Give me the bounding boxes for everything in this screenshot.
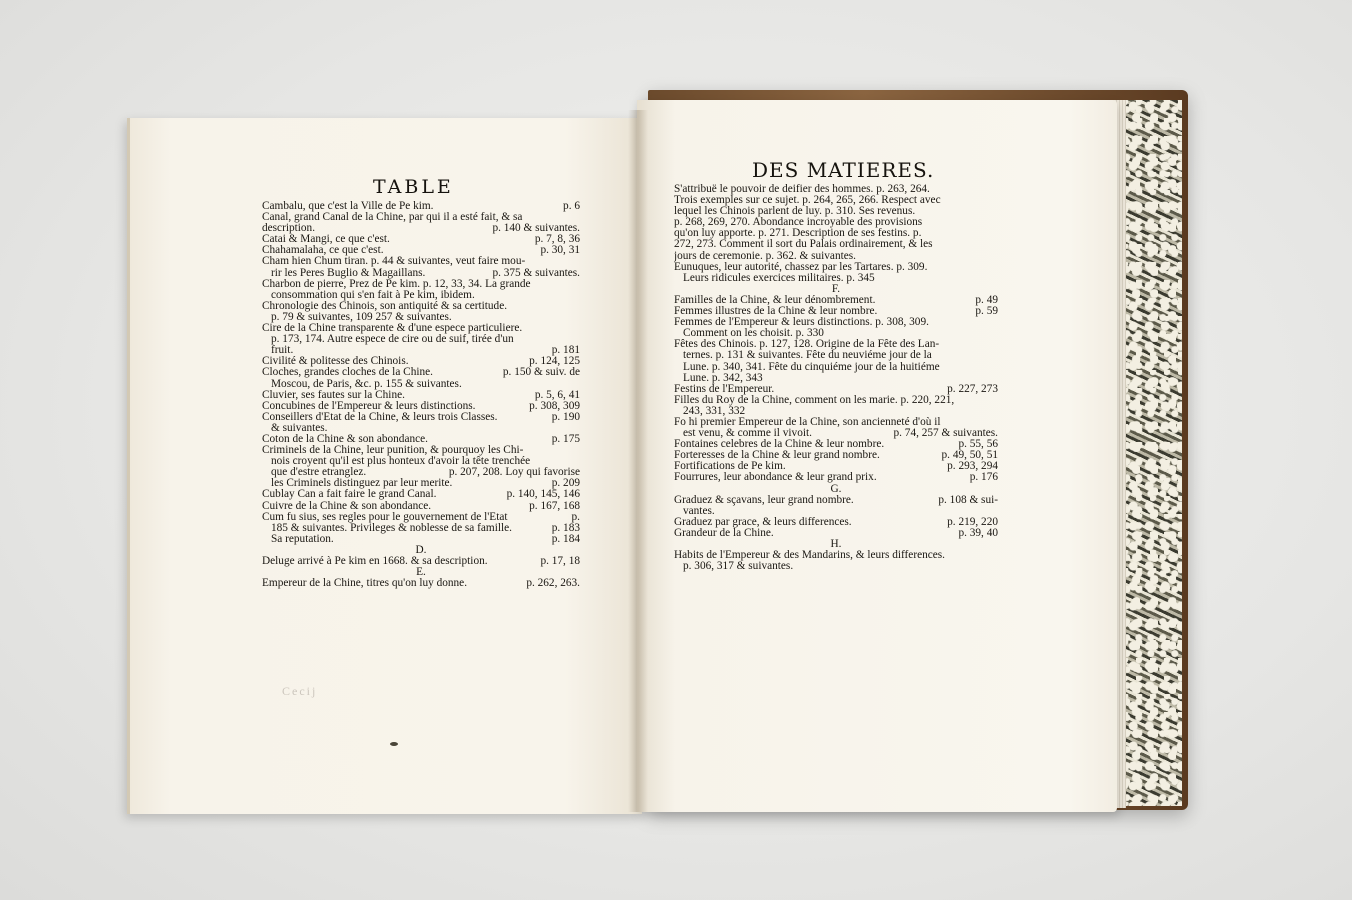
index-entry-line [674,239,998,250]
page-reference: p. 176 [969,472,998,484]
entry-text: vantes. [683,505,715,517]
index-entry-line [674,528,998,539]
index-entry-line [674,228,998,239]
page-reference: p. 181 [551,345,580,357]
index-entry-line [674,184,998,195]
page-reference: p. 59 [975,306,998,318]
index-entry-line [674,195,998,206]
index-entry-line [262,334,580,345]
index-entry-line [262,234,580,245]
entry-text: F. [831,283,841,295]
entry-text: 185 & suivantes. Privileges & noblesse de sa famille. [271,522,512,534]
marbled-edge [1120,100,1182,806]
index-entry-line [674,339,998,350]
entry-text: p. 306, 317 & suivantes. [683,561,794,573]
entry-text: Chronologie des Chinois, son antiquité & sa certitude. [262,300,508,312]
entry-text: 272, 273. Comment il sort du Palais ordinairement, & les [674,239,933,251]
index-entry-line [262,301,580,312]
page-reference: p. 207, 208. Loy qui favorise [448,467,580,479]
entry-text: p. 268, 269, 270. Abondance incroyable des provisions [674,217,923,229]
entry-text: Fêtes des Chinois. p. 127, 128. Origine de la Fête des Lan- [674,339,940,351]
page-reference: p. 183 [551,522,580,534]
page-reference: p. 55, 56 [958,439,998,451]
entry-text: Leurs ridicules exercices militaires. p. 345 [683,272,875,284]
entry-text: Trois exemples sur ce sujet. p. 264, 265, 266. Respect avec [674,195,941,207]
entry-text: p. 173, 174. Autre espece de cire ou de suif, tirée d'un [271,334,514,346]
index-entry-line [262,412,580,423]
index-entry-line [674,317,998,328]
entry-text: que d'estre etranglez. [271,467,367,479]
index-entry-line [674,362,998,373]
entry-text: Femmes de l'Empereur & leurs distinctions. p. 308, 309. [674,317,929,329]
entry-text: Sa reputation. [271,533,334,545]
index-entry-line [674,506,998,517]
index-entry-line [262,356,580,367]
entry-text: Cum fu sius, ses regles pour le gouvernement de l'Etat [262,511,508,523]
index-entry-line [674,550,998,561]
page-reference: p. 6 [563,201,580,212]
page-reference: p. 184 [551,533,580,545]
page-reference: p. 74, 257 & suivantes. [893,428,998,440]
page-reference: p. 175 [551,433,580,445]
index-entry-line [674,262,998,273]
entry-text: Femmes illustres de la Chine & leur nombre. [674,306,878,318]
section-letter [674,284,998,295]
index-entry-line [262,279,580,290]
index-entry-line [674,517,998,528]
entry-text: p. 79 & suivantes, 109 257 & suivantes. [271,311,452,323]
entry-text: Concubines de l'Empereur & leurs distinctions. [262,400,476,412]
entry-text: Cluvier, ses fautes sur la Chine. [262,389,405,401]
entry-text: Cambalu, que c'est la Ville de Pe kim. [262,201,434,212]
index-entry-line [262,456,580,467]
entry-text: Grandeur de la Chine. [674,527,774,539]
entry-text: & suivantes. [271,422,328,434]
entry-text: Cire de la Chine transparente & d'une espece particuliere. [262,323,523,335]
entry-text: est venu, & comme il vivoit. [683,428,812,440]
index-entry-line [262,256,580,267]
entry-text: G. [830,483,842,495]
index-entry-line [262,390,580,401]
index-entry-line [262,489,580,500]
section-letter [674,484,998,495]
index-entry-line [674,561,998,572]
page-reference: p. 190 [551,411,580,423]
entry-text: Cuivre de la Chine & son abondance. [262,500,432,512]
page-reference: p. 7, 8, 36 [534,234,580,246]
index-entry-line [674,450,998,461]
index-entry-line [262,245,580,256]
left-page-heading: TABLE [373,176,454,198]
entry-text: Graduez par grace, & leurs differences. [674,516,852,528]
page-reference: p. 140 & suivantes. [492,223,580,235]
entry-text: fruit. [271,345,294,357]
entry-text: les Criminels distinguez par leur merite. [271,478,453,490]
page-reference: p. 375 & suivantes. [492,267,580,279]
index-entry-line [674,295,998,306]
index-entry-line [262,379,580,390]
page-reference: p. 219, 220 [947,516,998,528]
index-entry-line [674,495,998,506]
page-reference: p. 5, 6, 41 [534,389,580,401]
index-entry-line [674,373,998,384]
entry-text: Graduez & sçavans, leur grand nombre. [674,494,854,506]
index-entry-line [262,345,580,356]
entry-text: lequel les Chinois parlent de luy. p. 310. Ses revenus. [674,206,916,218]
index-entry-line [262,212,580,223]
index-entry-line [674,439,998,450]
entry-text: Fontaines celebres de la Chine & leur nombre. [674,439,885,451]
entry-text: nois croyent qu'il est plus honteux d'avoir la tête trenchée [271,456,531,468]
entry-text: Deluge arrivé à Pe kim en 1668. & sa description. [262,556,488,567]
entry-text: description. [262,223,316,235]
index-entry-line [674,328,998,339]
entry-text: H. [830,539,842,550]
entry-text: Habits de l'Empereur & des Mandarins, & leurs differences. [674,550,945,562]
index-entry-line [262,312,580,323]
book-gutter [628,110,648,812]
right-index-column [674,184,998,572]
index-entry-line [674,350,998,361]
index-entry-line [262,523,580,534]
index-entry-line [674,384,998,395]
section-letter [262,567,580,578]
page-reference: p. 108 & sui- [938,494,998,506]
page-reference: p. 39, 40 [958,527,998,539]
entry-text: Coton de la Chine & son abondance. [262,433,428,445]
entry-text: Lune. p. 340, 341. Fête du cinquiéme jour de la huitiéme [683,361,940,373]
index-entry-line [674,417,998,428]
entry-text: Canal, grand Canal de la Chine, par qui il a esté fait, & sa [262,212,523,224]
entry-text: Charbon de pierre, Prez de Pe kim. p. 12, 33, 34. La grande [262,278,531,290]
index-entry-line [674,217,998,228]
entry-text: Eunuques, leur autorité, chassez par les Tartares. p. 309. [674,261,928,273]
index-entry-line [674,251,998,262]
entry-text: Empereur de la Chine, titres qu'on luy donne. [262,578,468,590]
entry-text: Filles du Roy de la Chine, comment on les marie. p. 220, 221, [674,394,955,406]
index-entry-line [674,273,998,284]
page-reference: p. 30, 31 [540,245,580,257]
page-reference: p. 49, 50, 51 [941,450,998,462]
index-entry-line [262,423,580,434]
left-index-column [262,201,580,589]
index-entry-line [674,428,998,439]
index-entry-line [674,395,998,406]
entry-text: Lune. p. 342, 343 [683,372,763,384]
entry-text: Festins de l'Empereur. [674,383,775,395]
index-entry-line [262,401,580,412]
section-letter [262,545,580,556]
index-entry-line [674,461,998,472]
index-entry-line [262,323,580,334]
entry-text: ternes. p. 131 & suivantes. Fête du neuviéme jour de la [683,350,932,362]
entry-text: Catai & Mangi, ce que c'est. [262,234,390,246]
entry-text: consommation qui s'en fait à Pe kim, ibidem. [271,289,475,301]
entry-text: E. [416,567,426,579]
index-entry-line [262,223,580,234]
index-entry-line [674,306,998,317]
page-reference: p. 140, 145, 146 [506,489,580,501]
entry-text: Chahamalaha, ce que c'est. [262,245,384,257]
index-entry-line [262,268,580,279]
index-entry-line [262,290,580,301]
index-entry-line [262,578,580,589]
index-entry-line [262,445,580,456]
entry-text: Civilité & politesse des Chinois. [262,356,409,368]
entry-text: Forteresses de la Chine & leur grand nombre. [674,450,880,462]
entry-text: Familles de la Chine, & leur dénombrement. [674,294,876,306]
page-reference: p. 293, 294 [947,461,998,473]
page-reference: p. 209 [551,478,580,490]
index-entry-line [262,501,580,512]
ink-mark [390,742,398,746]
page-reference: p. 124, 125 [529,356,580,368]
entry-text: Cublay Can a fait faire le grand Canal. [262,489,437,501]
page-reference: p. 227, 273 [947,383,998,395]
index-entry-line [674,206,998,217]
entry-text: Fourrures, leur abondance & leur grand prix. [674,472,877,484]
index-entry-line [674,472,998,483]
index-entry-line [262,478,580,489]
page-reference: p. 49 [975,294,998,306]
index-entry-line [262,201,580,212]
entry-text: Criminels de la Chine, leur punition, & pourquoy les Chi- [262,445,524,457]
bleed-through-text: Cecij [282,684,318,698]
entry-text: Cloches, grandes cloches de la Chine. [262,367,433,379]
entry-text: rir les Peres Buglio & Magaillans. [271,267,426,279]
entry-text: qu'on luy apporte. p. 271. Description de ses festins. p. [674,228,922,240]
index-entry-line [262,434,580,445]
index-entry-line [262,512,580,523]
entry-text: jours de ceremonie. p. 362. & suivantes. [674,250,856,262]
entry-text: Moscou, de Paris, &c. p. 155 & suivantes. [271,378,462,390]
page-reference: p. 150 & suiv. de [502,367,580,379]
index-entry-line [262,367,580,378]
entry-text: Comment on les choisit. p. 330 [683,328,824,340]
index-entry-line [262,556,580,567]
entry-text: S'attribuë le pouvoir de deifier des hommes. p. 263, 264. [674,184,930,195]
entry-text: D. [415,544,427,556]
entry-text: Cham hien Chum tiran. p. 44 & suivantes, veut faire mou- [262,256,526,268]
right-page-heading: DES MATIERES. [752,158,935,182]
entry-text: 243, 331, 332 [683,405,746,417]
index-entry-line [262,534,580,545]
page-reference: p. [571,511,580,523]
page-reference: p. 262, 263. [526,578,580,590]
section-letter [674,539,998,550]
index-entry-line [262,467,580,478]
page-reference: p. 17, 18 [540,556,580,567]
page-reference: p. 308, 309 [529,400,580,412]
entry-text: Fo hi premier Empereur de la Chine, son ancienneté d'où il [674,416,941,428]
page-reference: p. 167, 168 [529,500,580,512]
entry-text: Conseillers d'Etat de la Chine, & leurs trois Classes. [262,411,498,423]
index-entry-line [674,406,998,417]
entry-text: Fortifications de Pe kim. [674,461,786,473]
